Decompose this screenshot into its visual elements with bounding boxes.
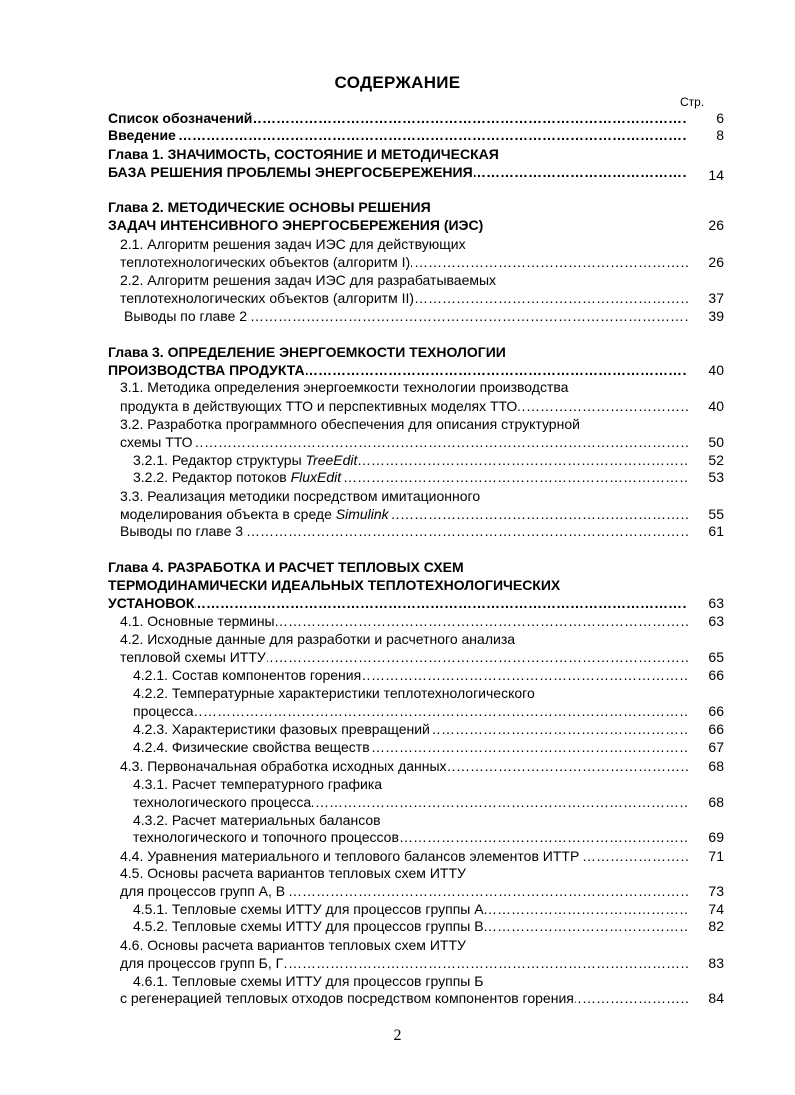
toc-entry-text: Список обозначений xyxy=(108,110,253,126)
toc-entry xyxy=(120,487,688,505)
toc-entry xyxy=(108,198,688,216)
toc-entry xyxy=(120,253,688,271)
toc-entry xyxy=(133,666,688,684)
toc-entry-text: 4.6. Основы расчета вариантов тепловых схем ИТТУ xyxy=(120,937,466,953)
toc-entry xyxy=(120,864,688,882)
toc-entry xyxy=(120,271,688,289)
toc-entry-text: для процессов групп А, В xyxy=(120,883,286,899)
toc-entry-text: моделирования объекта в среде Simulink xyxy=(120,506,389,522)
toc-entry-text: 3.2.2. Редактор потоков FluxEdit xyxy=(133,469,342,485)
toc-entry-text: 4.2.4. Физические свойства веществ xyxy=(133,739,370,755)
toc-entry xyxy=(120,505,688,523)
page-number: 2 xyxy=(393,1027,402,1044)
toc-page-number: 82 xyxy=(708,918,724,934)
toc-entry-text: технологического процесса xyxy=(133,794,312,810)
toc-entry-text: с регенерацией тепловых отходов посредством компонентов горения xyxy=(120,990,574,1006)
toc-entry xyxy=(108,594,688,612)
toc-entry-text: 3.1. Методика определения энергоемкости технологии производства xyxy=(120,379,569,395)
toc-entry xyxy=(133,811,688,829)
toc-entry-text: Выводы по главе 2 xyxy=(124,308,248,324)
toc-entry-text: 4.3.1. Расчет температурного графика xyxy=(133,776,383,792)
toc-page-number: 66 xyxy=(708,667,724,683)
toc-page-number: 69 xyxy=(708,829,724,845)
toc-entry xyxy=(120,936,688,954)
toc-entry-text: схемы ТТО xyxy=(120,434,193,450)
toc-entry-text: продукта в действующих ТТО и перспективных моделях ТТО xyxy=(120,398,518,414)
toc-entry xyxy=(133,793,688,811)
toc-page-number: 8 xyxy=(716,127,724,143)
toc-entry xyxy=(108,126,688,144)
toc-entry-text: Глава 2. МЕТОДИЧЕСКИЕ ОСНОВЫ РЕШЕНИЯ xyxy=(108,199,431,215)
toc-page-number: 40 xyxy=(708,398,724,414)
toc-entry-text: теплотехнологических объектов (алгоритм II) xyxy=(120,290,415,306)
toc-entry xyxy=(120,612,688,630)
toc-entry-text: 4.5. Основы расчета вариантов тепловых схем ИТТУ xyxy=(120,865,466,881)
toc-page-number: 66 xyxy=(708,703,724,719)
toc-page-number: 14 xyxy=(708,167,724,183)
toc-entry xyxy=(133,972,688,990)
toc-page-number: 71 xyxy=(708,848,724,864)
toc-entry-text: теплотехнологических объектов (алгоритм I) xyxy=(120,254,411,270)
toc-entry-text: 4.5.2. Тепловые схемы ИТТУ для процессов группы В xyxy=(133,918,484,934)
toc-entry-text: 4.1. Основные термины xyxy=(120,613,275,629)
toc-entry-text: 3.2.1. Редактор структуры TreeEdit xyxy=(133,452,358,468)
toc-page-number: 83 xyxy=(708,955,724,971)
toc-entry xyxy=(133,702,688,720)
toc-page-number: 63 xyxy=(708,613,724,629)
toc-entry xyxy=(120,378,688,396)
toc-entry-italic: TreeEdit xyxy=(305,452,358,468)
toc-entry xyxy=(120,397,688,415)
toc-page-number: 67 xyxy=(708,739,724,755)
toc-page-number: 74 xyxy=(708,901,724,917)
toc-entry-text: 4.4. Уравнения материального и теплового балансов элементов ИТТР xyxy=(120,848,580,864)
toc-entry-text: 4.5.1. Тепловые схемы ИТТУ для процессов группы А xyxy=(133,901,484,917)
toc-entry xyxy=(120,989,688,1007)
toc-entry xyxy=(120,415,688,433)
toc-page-number: 6 xyxy=(716,110,724,126)
toc-entry xyxy=(133,720,688,738)
toc-entry-text: БАЗА РЕШЕНИЯ ПРОБЛЕМЫ ЭНЕРГОСБЕРЕЖЕНИЯ xyxy=(108,164,473,180)
toc-entry xyxy=(133,828,688,846)
toc-entry-text: 4.2.1. Состав компонентов горения xyxy=(133,667,362,683)
toc-entry xyxy=(108,145,688,163)
toc-entry-text: процесса xyxy=(133,703,194,719)
toc-entry-text: 4.2.2. Температурные характеристики теплотехнологического xyxy=(133,685,535,701)
toc-entry xyxy=(133,900,688,918)
toc-entry xyxy=(120,522,688,540)
toc-entry-text: для процессов групп Б, Г xyxy=(120,955,284,971)
toc-entry xyxy=(120,648,688,666)
toc-entry xyxy=(108,361,688,379)
toc-entry xyxy=(120,954,688,972)
toc-entry xyxy=(108,343,688,361)
toc-page-number: 26 xyxy=(708,217,724,233)
toc-entry-text: тепловой схемы ИТТУ xyxy=(120,649,266,665)
toc-entry-text: 2.1. Алгоритм решения задач ИЭС для действующих xyxy=(120,236,466,252)
toc-entry-text: 4.2. Исходные данные для разработки и расчетного анализа xyxy=(120,631,516,647)
toc-entry xyxy=(120,433,688,451)
toc-entry xyxy=(133,451,688,469)
toc-entry-text: 3.2. Разработка программного обеспечения для описания структурной xyxy=(120,416,580,432)
toc-entry xyxy=(133,917,688,935)
toc-page-number: 68 xyxy=(708,758,724,774)
toc-entry xyxy=(133,775,688,793)
toc-page-number: 52 xyxy=(708,452,724,468)
page-column-label: Стр. xyxy=(680,95,705,109)
toc-entry-text: Выводы по главе 3 xyxy=(120,523,244,539)
toc-entry-italic: Simulink xyxy=(335,506,389,522)
toc-entry-italic: FluxEdit xyxy=(290,469,342,485)
page-title: СОДЕРЖАНИЕ xyxy=(334,73,461,92)
toc-entry xyxy=(120,882,688,900)
toc-entry xyxy=(108,163,688,181)
toc-entry xyxy=(133,684,688,702)
toc-entry-text: технологического и топочного процессов xyxy=(133,829,399,845)
toc-entry-text: УСТАНОВОК xyxy=(108,595,195,611)
toc-entry xyxy=(108,216,688,234)
toc-entry xyxy=(108,109,688,127)
toc-entry-text: 4.6.1. Тепловые схемы ИТТУ для процессов группы Б xyxy=(133,973,484,989)
toc-entry-text: 4.3. Первоначальная обработка исходных данных xyxy=(120,758,447,774)
toc-page-number: 37 xyxy=(708,290,724,306)
toc-entry xyxy=(120,757,688,775)
toc-page-number: 26 xyxy=(708,254,724,270)
toc-entry-text: Введение xyxy=(108,127,176,143)
toc-entry-text: 4.2.3. Характеристики фазовых превращений xyxy=(133,721,430,737)
toc-entry-text: 4.3.2. Расчет материальных балансов xyxy=(133,812,381,828)
toc-page-number: 50 xyxy=(708,434,724,450)
toc-page-number: 66 xyxy=(708,721,724,737)
toc-page-number: 53 xyxy=(708,469,724,485)
toc-entry xyxy=(108,558,688,576)
toc-entry xyxy=(120,630,688,648)
toc-entry xyxy=(133,738,688,756)
toc-entry-text: ТЕРМОДИНАМИЧЕСКИ ИДЕАЛЬНЫХ ТЕПЛОТЕХНОЛОГИЧЕСКИХ xyxy=(108,577,561,593)
toc-page-number: 73 xyxy=(708,883,724,899)
toc-entry-text: ПРОИЗВОДСТВА ПРОДУКТА xyxy=(108,362,305,378)
toc-entry-text: 3.3. Реализация методики посредством имитационного xyxy=(120,488,481,504)
toc-entry xyxy=(120,847,688,865)
toc-entry-text: Глава 1. ЗНАЧИМОСТЬ, СОСТОЯНИЕ И МЕТОДИЧЕСКАЯ xyxy=(108,146,499,162)
toc-entry xyxy=(120,235,688,253)
toc-page-number: 84 xyxy=(708,990,724,1006)
toc-entry-text: 2.2. Алгоритм решения задач ИЭС для разрабатываемых xyxy=(120,272,497,288)
toc-page-number: 55 xyxy=(708,506,724,522)
toc-entry xyxy=(133,468,688,486)
toc-page-number: 68 xyxy=(708,794,724,810)
toc-page-number: 65 xyxy=(708,649,724,665)
toc-entry xyxy=(120,289,688,307)
toc-entry xyxy=(108,576,688,594)
toc-page-number: 39 xyxy=(708,308,724,324)
toc-page-number: 61 xyxy=(708,523,724,539)
toc-entry xyxy=(124,307,688,325)
toc-entry-text: ЗАДАЧ ИНТЕНСИВНОГО ЭНЕРГОСБЕРЕЖЕНИЯ (ИЭС) xyxy=(108,217,484,233)
toc-entry-text: Глава 3. ОПРЕДЕЛЕНИЕ ЭНЕРГОЕМКОСТИ ТЕХНОЛОГИИ xyxy=(108,344,506,360)
toc-page-number: 40 xyxy=(708,362,724,378)
toc-entry-text: Глава 4. РАЗРАБОТКА И РАСЧЕТ ТЕПЛОВЫХ СХЕМ xyxy=(108,559,464,575)
toc-page-number: 63 xyxy=(708,595,724,611)
